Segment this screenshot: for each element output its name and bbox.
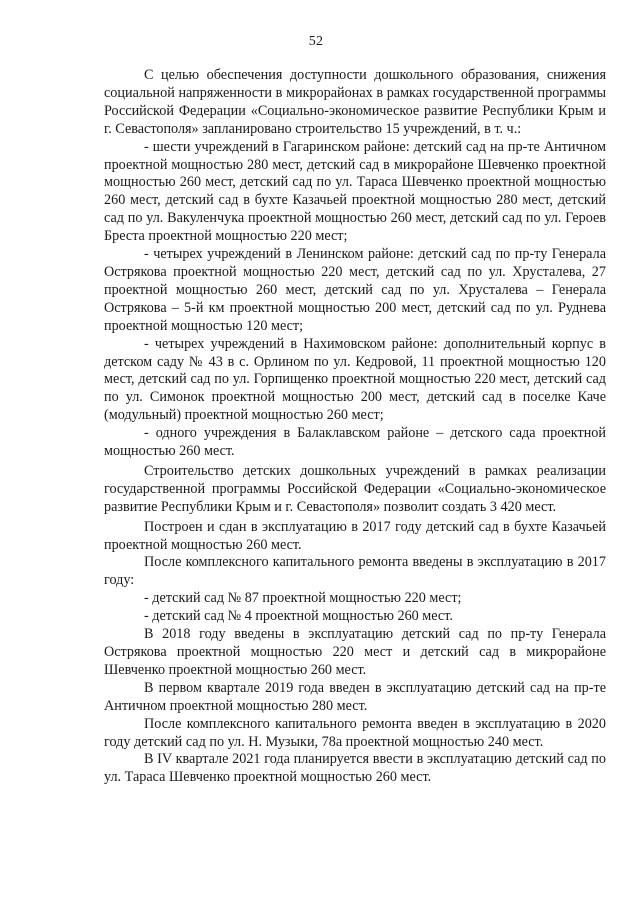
list-item-gagarinsky: - шести учреждений в Гагаринском районе: детский сад на пр-те Античном проектной мощностью 280 мест, детский сад в микрорайоне Шевченко проектной мощностью 260 мест, детский сад по ул. Тараса Шевченко проектной мощностью 260 мест, детский сад в бухте Казачьей проектной мощностью 280 мест, детский сад по ул. Вакуленчука проектной мощностью 260 мест, детский сад по ул. Героев Бреста проектной мощностью 220 мест; (104, 138, 606, 245)
list-item-kindergarten-87: - детский сад № 87 проектной мощностью 220 мест; (144, 590, 462, 607)
document-body (104, 67, 606, 787)
page-number: 52 (308, 34, 324, 49)
paragraph-2017-built: Построен и сдан в эксплуатацию в 2017 году детский сад в бухте Казачьей проектной мощностью 260 мест. (104, 518, 606, 553)
paragraph-program-result: Строительство детских дошкольных учреждений в рамках реализации государственной программы Российской Федерации «Социально-экономическое развитие Республики Крым и г. Севастополя» позволит создать 3 420 мест. (104, 462, 606, 515)
paragraph-intro: С целью обеспечения доступности дошкольного образования, снижения социальной напряженности в микрорайонах в рамках государственной программы Российской Федерации «Социально-экономическое развитие Республики Крым и г. Севастополя» запланировано строительство 15 учреждений, в т. ч.: (104, 67, 606, 137)
paragraph-2019: В первом квартале 2019 года введен в эксплуатацию детский сад на пр-те Античном проектной мощностью 280 мест. (104, 679, 606, 714)
list-item-nakhimovsky: - четырех учреждений в Нахимовском районе: дополнительный корпус в детском саду № 43 в с. Орлином по ул. Кедровой, 11 проектной мощностью 120 мест, детский сад по ул. Горпищенко проектной мощностью 220 мест, детский сад по ул. Симонок проектной мощностью 200 мест, детский сад в поселке Каче (модульный) проектной мощностью 260 мест; (104, 335, 606, 424)
paragraph-2021: В IV квартале 2021 года планируется ввести в эксплуатацию детский сад по ул. Тараса Шевченко проектной мощностью 260 мест. (104, 751, 606, 786)
list-item-leninsky: - четырех учреждений в Ленинском районе: детский сад по пр-ту Генерала Острякова проектной мощностью 220 мест, детский сад по ул. Хрусталева, 27 проектной мощностью 260 мест, детский сад по ул. Хрусталева – Генерала Острякова – 5-й км проектной мощностью 200 мест, детский сад по ул. Руднева проектной мощностью 120 мест; (104, 246, 606, 334)
paragraph-2020: После комплексного капитального ремонта введен в эксплуатацию в 2020 году детский сад по ул. Н. Музыки, 78а проектной мощностью 240 мест. (104, 715, 606, 750)
list-item-kindergarten-4: - детский сад № 4 проектной мощностью 260 мест. (144, 608, 453, 625)
paragraph-2017-renovated: После комплексного капитального ремонта введены в эксплуатацию в 2017 году: (104, 554, 606, 589)
paragraph-2018: В 2018 году введены в эксплуатацию детский сад по пр-ту Генерала Острякова проектной мощностью 220 мест и детский сад в микрорайоне Шевченко проектной мощностью 260 мест. (104, 626, 606, 678)
list-item-balaklavsky: - одного учреждения в Балаклавском районе – детского сада проектной мощностью 260 мест. (104, 425, 606, 460)
